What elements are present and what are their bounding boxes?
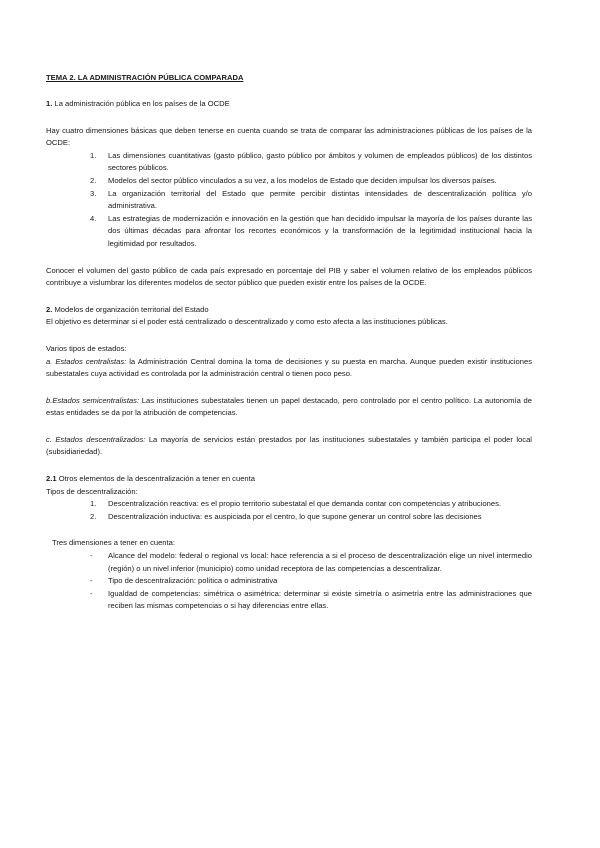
state-type-semicentralist: b.Estados semicentralistas: Las instituciones subestatales tienen un papel destacado, pero controlado por el centro político. La autonomía de estas entidades se da por la atribución de competencias.	[46, 395, 532, 418]
dimensions-list	[46, 150, 532, 251]
section-2-heading-text: Modelos de organización territorial del Estado	[54, 304, 209, 314]
list-item: 1. Las dimensiones cuantitativas (gasto público, gasto público por ámbitos y volumen de empleados públicos) de los distintos sectores públicos.	[90, 150, 532, 173]
list-item: - Alcance del modelo: federal o regional vs local: hace referencia a si el proceso de descentralización elige un nivel intermedio (región) o un nivel inferior (municipio) como unidad receptora de las competencias a descentralizar.	[90, 551, 532, 573]
section-2-number: 2.	[46, 304, 53, 314]
section-2-intro: El objetivo es determinar si el poder está centralizado o descentralizado y como esto afecta a las instituciones públicas.	[46, 317, 448, 327]
list-item: 4. Las estrategias de modernización e innovación en la gestión que han decidido impulsar la mayoría de los países durante las dos últimas décadas para afrontar los recortes económicos y la transformación de la legitimidad institucional hacia la legitimidad por resultados.	[90, 213, 532, 248]
section-2-1-heading	[46, 473, 532, 486]
section-1-intro: Hay cuatro dimensiones básicas que deben tenerse en cuenta cuando se trata de comparar las administraciones públicas de los países de la OCDE:	[46, 125, 532, 148]
section-1-number: 1.	[46, 99, 53, 108]
document-title: TEMA 2. LA ADMINISTRACIÓN PÚBLICA COMPARADA	[46, 73, 244, 82]
section-2-heading	[46, 304, 532, 317]
state-types-label: Varios tipos de estados:	[46, 343, 127, 353]
list-item: - Igualdad de competencias: simétrica o asimétrica: determinar si existe simetría o asimetría entre las administraciones que reciben las mismas competencias o si hay diferencias entre ellas.	[90, 588, 532, 611]
section-1-heading	[46, 98, 532, 111]
state-type-decentralized: c. Estados descentralizados: La mayoría de servicios están prestados por las instituciones subestatales y también participa el poder local (subsidiariedad).	[46, 434, 532, 457]
list-item: 2. Descentralización inductiva: es auspiciada por el centro, lo que supone generar un control sobre las decisiones	[90, 511, 482, 521]
list-item: - Tipo de descentralización: política o administrativa	[90, 576, 278, 586]
section-1-heading-text: La administración pública en los países de la OCDE	[54, 99, 230, 108]
section-1-conclusion: Conocer el volumen del gasto público de cada país expresado en porcentaje del PIB y saber el volumen relativo de los empleados públicos contribuye a vislumbrar los diferentes modelos de sector público que pueden existir entre los países de la OCDE.	[46, 265, 532, 288]
three-dimensions-label: Tres dimensiones a tener en cuenta:	[52, 538, 175, 548]
list-item: 1. Descentralización reactiva: es el propio territorio subestatal el que demanda contar con competencias y atribuciones.	[90, 499, 501, 509]
three-dimensions-list	[46, 550, 532, 613]
list-item: 2. Modelos del sector público vinculados a su vez, a los modelos de Estado que deciden impulsar los diversos países.	[90, 175, 497, 185]
list-item: 3. La organización territorial del Estado que permite percibir distintas intensidades de descentralización política y/o administrativa.	[90, 188, 532, 211]
decentralization-types-list	[46, 498, 532, 523]
document-page	[46, 72, 532, 613]
section-2-1-heading-text: Otros elementos de la descentralización a tener en cuenta	[58, 474, 255, 484]
state-type-centralist: a. Estados centralistas: la Administración Central domina la toma de decisiones y su puesta en marcha. Aunque pueden existir instituciones subestatales cuya actividad es controlada por la administración central o tienen poco peso.	[46, 356, 532, 379]
decentralization-types-label: Tipos de descentralización:	[46, 486, 138, 496]
section-2-1-number: 2.1	[46, 474, 57, 484]
